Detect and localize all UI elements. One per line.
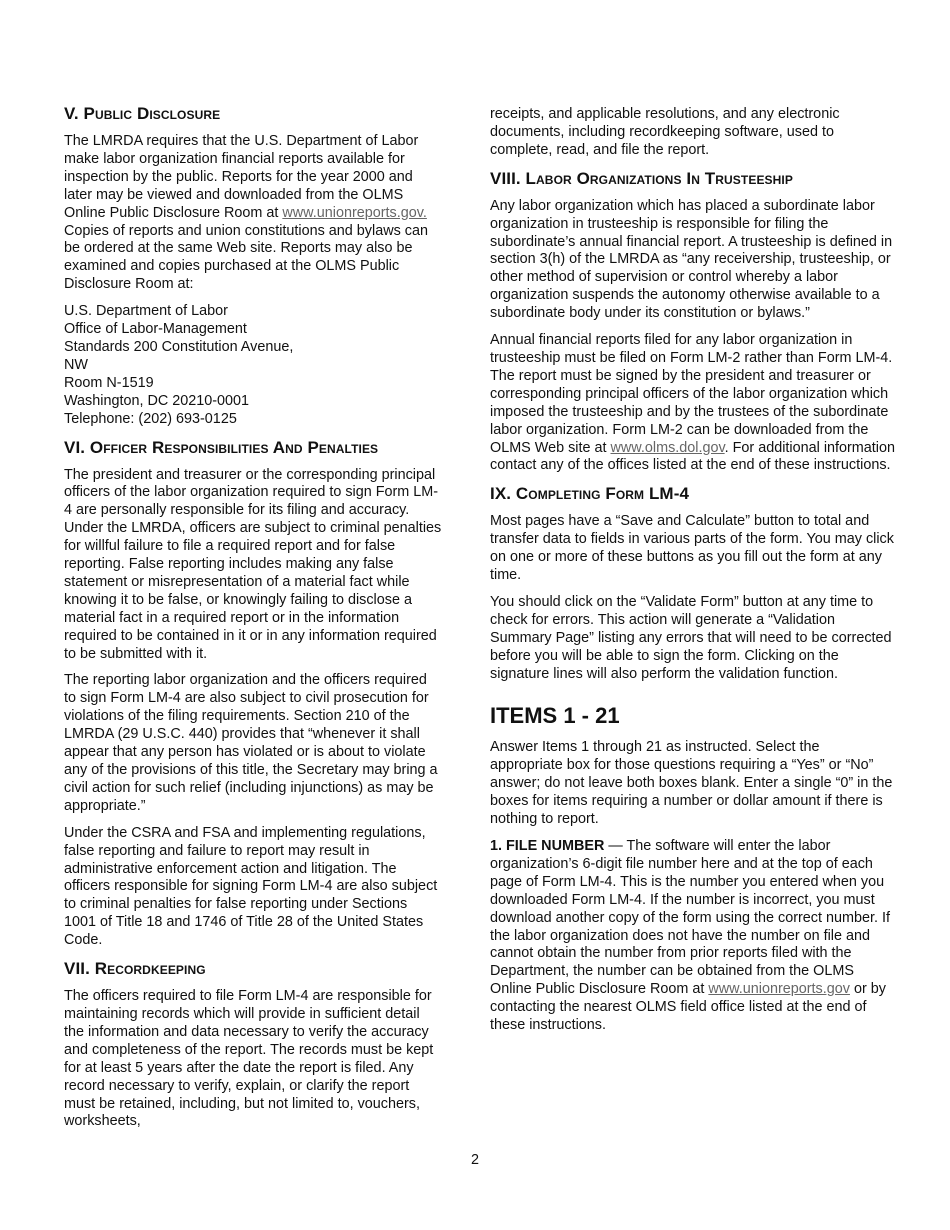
paragraph: receipts, and applicable resolutions, and any electronic documents, including recordkeeping software, used to complete, read, and file the report.: [490, 106, 840, 158]
paragraph: [64, 133, 442, 294]
section-heading-officer-responsibilities: VI. Officer Responsibilities And Penalties: [64, 437, 379, 457]
text-run: — The software will enter the labor organization’s 6-digit file number here and at the top of each page of Form LM-4. This is the number you entered when you downloaded Form LM-4. If the number is incorrect, you must download another copy of the form using the correct number. If the labor organization does not have the number on file and cannot obtain the number from prior reports filed with the Department, the number can be obtained from the OLMS Online Public Disclosure Room at: [490, 838, 890, 998]
address-line: Room N-1519: [64, 374, 154, 391]
text-run: or by contacting the nearest OLMS field office listed at the end of these instructions.: [490, 981, 886, 1034]
text-run: . For additional information contact any of the offices listed at the end of these instructions.: [490, 439, 896, 474]
paragraph: Most pages have a “Save and Calculate” button to total and transfer data to fields in various parts of the form. You may click on one or more of these buttons as you fill out the form at any time.: [490, 513, 894, 584]
address-line: Standards 200 Constitution Avenue,: [64, 338, 294, 355]
text-run: Annual financial reports filed for any labor organization in trusteeship must be filed on Form LM-2 rather than Form LM-4. The report must be signed by the president and treasurer or corresponding principal officers of the labor organization which imposed the trusteeship and by the trustees of the subordinate labor organization. Form LM-2 can be downloaded from the OLMS Web site at: [490, 332, 893, 456]
address-line: Washington, DC 20210-0001: [64, 392, 250, 409]
address-line: Office of Labor-Management: [64, 321, 247, 338]
section-heading-recordkeeping: VII. Recordkeeping: [64, 959, 206, 979]
unionreports-link[interactable]: www.unionreports.gov.: [282, 204, 427, 221]
paragraph: The officers required to file Form LM-4 are responsible for maintaining records which will provide in sufficient detail the information and data necessary to verify the accuracy and completeness of the report. The records must be kept for at least 5 years after the date the report is filed. Any record necessary to verify, explain, or clarify the report must be retained, including, but not limited to, vouchers, worksheets,: [64, 988, 434, 1130]
paragraph: [490, 838, 896, 1035]
olms-link[interactable]: www.olms.dol.gov: [610, 439, 725, 456]
section-heading-trusteeship: VIII. Labor Organizations In Trusteeship: [490, 168, 793, 188]
mailing-address: [64, 303, 442, 428]
text-run: The LMRDA requires that the U.S. Department of Labor make labor organization financial reports available for inspection by the public. Reports for the year 2000 and later may be viewed and downloaded from the OLMS Online Public Disclosure Room at: [64, 133, 419, 221]
section-heading-public-disclosure: V. Public Disclosure: [64, 104, 221, 123]
paragraph: [490, 332, 896, 475]
items-heading: ITEMS 1 - 21: [490, 703, 620, 729]
left-column: [64, 104, 442, 1140]
section-heading-completing-form: IX. Completing Form LM-4: [490, 484, 690, 504]
paragraph: Under the CSRA and FSA and implementing regulations, false reporting and failure to report may result in administrative enforcement action and litigation. The officers responsible for signing Form LM-4 are also subject to criminal penalties for false reporting under Sections 1001 of Title 18 and 1746 of Title 28 of the United States Code.: [64, 824, 438, 949]
text-run: Copies of reports and union constitutions and bylaws can be ordered at the same Web site. Reports may also be examined and copies purchased at the OLMS Public Disclosure Room at:: [64, 222, 428, 293]
item-lead: 1. FILE NUMBER: [490, 838, 605, 854]
paragraph: You should click on the “Validate Form” button at any time to check for errors. This action will generate a “Validation Summary Page” listing any errors that will need to be corrected before you will be able to sign the form. Clicking on the signature lines will also perform the validation function.: [490, 593, 892, 682]
paragraph: The reporting labor organization and the officers required to sign Form LM-4 are also subject to civil prosecution for violations of the filing requirements. Section 210 of the LMRDA (29 U.S.C. 440) provides that “whenever it shall appear that any person has violated or is about to violate any of the provisions of this title, the Secretary may bring a civil action for such relief (including injunctions) as may be appropriate.”: [64, 672, 438, 814]
address-line: U.S. Department of Labor: [64, 303, 228, 320]
unionreports-link[interactable]: www.unionreports.gov: [708, 981, 850, 998]
paragraph: Answer Items 1 through 21 as instructed. Select the appropriate box for those questions requiring a “Yes” or “No” answer; do not leave both boxes blank. Enter a single “0” in the boxes for items requiring a number or dollar amount if there is nothing to report.: [490, 739, 893, 828]
right-column: [490, 106, 896, 1044]
address-line: Telephone: (202) 693-0125: [64, 410, 237, 427]
page-number: 2: [470, 1152, 479, 1168]
paragraph: Any labor organization which has placed a subordinate labor organization in trusteeship is responsible for filing the subordinate’s annual financial report. A trusteeship is defined in section 3(h) of the LMRDA as “any receivership, trusteeship, or other method of supervision or control whereby a labor organization suspends the autonomy otherwise available to a subordinate body under its constitution or bylaws.”: [490, 197, 893, 322]
address-line: NW: [64, 356, 88, 373]
paragraph: The president and treasurer or the corresponding principal officers of the labor organization required to sign Form LM-4 are personally responsible for its filing and accuracy. Under the LMRDA, officers are subject to criminal penalties for willful failure to file a required report and for false reporting. False reporting includes making any false statement or misrepresentation of a material fact while knowing it to be false, or knowingly failing to disclose a material fact in a required report or in the information required to be contained in it or in any information required to be submitted with it.: [64, 466, 442, 662]
